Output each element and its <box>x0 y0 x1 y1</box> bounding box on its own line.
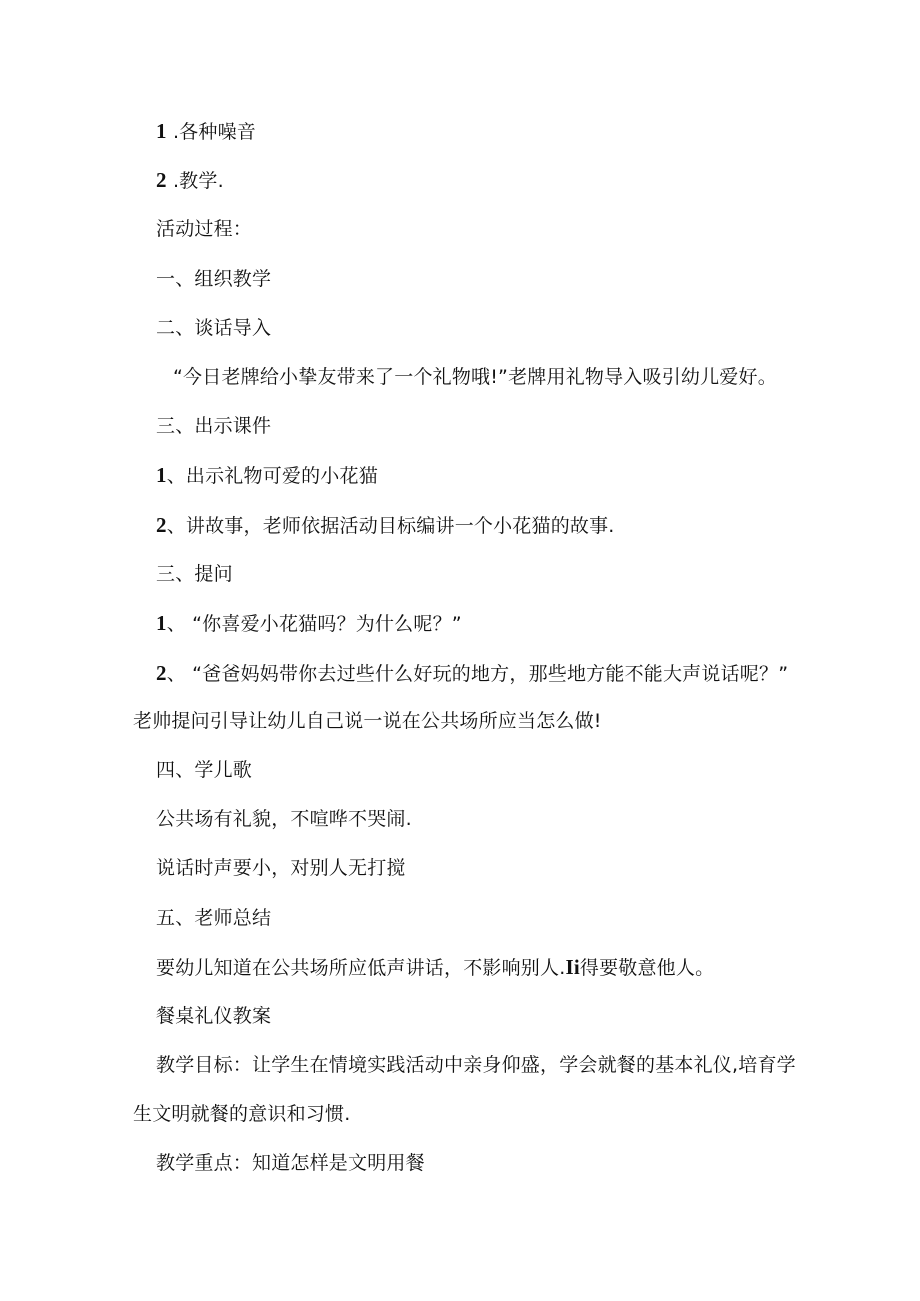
item-text: 、 “你喜爱小花猫吗？为什么呢？” <box>166 613 462 635</box>
summary-text-end: 得要敬意他人。 <box>579 957 715 979</box>
section-heading-questions: 三、提问 <box>156 563 233 585</box>
paragraph-teaching-goal: 教学目标：让学生在情境实践活动中亲身仰盛，学会就餐的基本礼仪,培育学 <box>156 1054 796 1076</box>
item-number: 1 <box>156 119 167 143</box>
item-text: 、出示礼物可爱的小花猫 <box>166 465 378 487</box>
paragraph-teacher-guidance: 老帅提问引导让幼儿自己说一说在公共场所应当怎么做! <box>133 710 602 732</box>
item-number: 2 <box>156 661 167 685</box>
item-text: .教学. <box>166 170 224 192</box>
list-item-question-2 <box>156 660 788 687</box>
summary-inline-marker: Ii <box>565 955 580 979</box>
rhyme-line-1: 公共场有礼貌，不喧哗不哭闹. <box>156 808 412 830</box>
list-item-story <box>156 512 615 539</box>
section-heading-organize: 一、组织教学 <box>156 268 272 290</box>
paragraph-teaching-goal-cont: 生文明就餐的意识和习惯. <box>133 1103 351 1125</box>
item-number: 1 <box>156 611 167 635</box>
item-text: 、讲故事，老师依据活动目标编讲一个小花猫的故事. <box>166 515 615 537</box>
section-heading-intro: 二、谈话导入 <box>156 317 272 339</box>
section-heading-summary: 五、老师总结 <box>156 907 272 929</box>
document-subtitle-table-manners: 餐桌礼仪教案 <box>156 1005 272 1027</box>
section-heading-activity-process: 活动过程： <box>156 218 253 240</box>
rhyme-line-2: 说话时声要小，对别人无打搅 <box>156 857 406 879</box>
item-number: 2 <box>156 513 167 537</box>
item-text: 、 “爸爸妈妈带你去过些什么好玩的地方，那些地方能不能大声说话呢？” <box>166 663 789 685</box>
section-heading-nursery-rhyme: 四、学儿歌 <box>156 759 253 781</box>
list-item-show-gift <box>156 462 378 489</box>
paragraph-teaching-focus: 教学重点：知道怎样是文明用餐 <box>156 1152 425 1174</box>
list-item-question-1 <box>156 610 462 637</box>
list-item-teaching <box>156 167 224 194</box>
summary-text-start: 要幼儿知道在公共场所应低声讲话，不影响别人. <box>156 957 566 979</box>
list-item-noise <box>156 118 256 145</box>
paragraph-gift-quote: “今日老牌给小挚友带来了一个礼物哦!”老牌用礼物导入吸引幼儿爱好。 <box>173 366 777 388</box>
item-number: 2 <box>156 168 167 192</box>
item-number: 1 <box>156 463 167 487</box>
section-heading-courseware: 三、出示课件 <box>156 415 272 437</box>
paragraph-summary <box>156 954 714 981</box>
item-text: .各种噪音 <box>166 121 256 143</box>
